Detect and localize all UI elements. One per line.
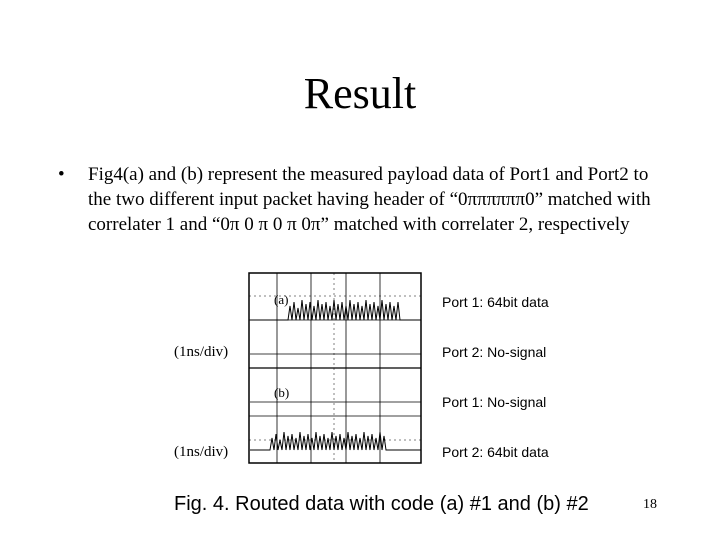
page-number: 18 [643,497,657,512]
bullet-text: Fig4(a) and (b) represent the measured payload data of Port1 and Port2 to the two different input packet having header of “0ππππππ0” matched with correlater 1 and “0π 0 π 0 π 0π” matched with correlater 2, respectively [88,164,651,235]
panel-a-tag: (a) [274,292,289,307]
figure-caption: Fig. 4. Routed data with code (a) #1 and (b) #2 [174,493,589,515]
port-label-b-port1: Port 1: No-signal [442,394,547,410]
bullet-item [58,162,668,237]
scale-label-b: (1ns/div) [174,444,229,460]
slide-title: Result [303,69,417,118]
port-label-b-port2: Port 2: 64bit data [442,444,549,460]
panel-b-tag: (b) [274,385,290,400]
bullet-marker: • [58,164,65,185]
port-label-a-port2: Port 2: No-signal [442,344,547,360]
port-label-a-port1: Port 1: 64bit data [442,294,549,310]
scale-label-a: (1ns/div) [174,344,229,360]
waveform-b-port2 [250,432,421,450]
